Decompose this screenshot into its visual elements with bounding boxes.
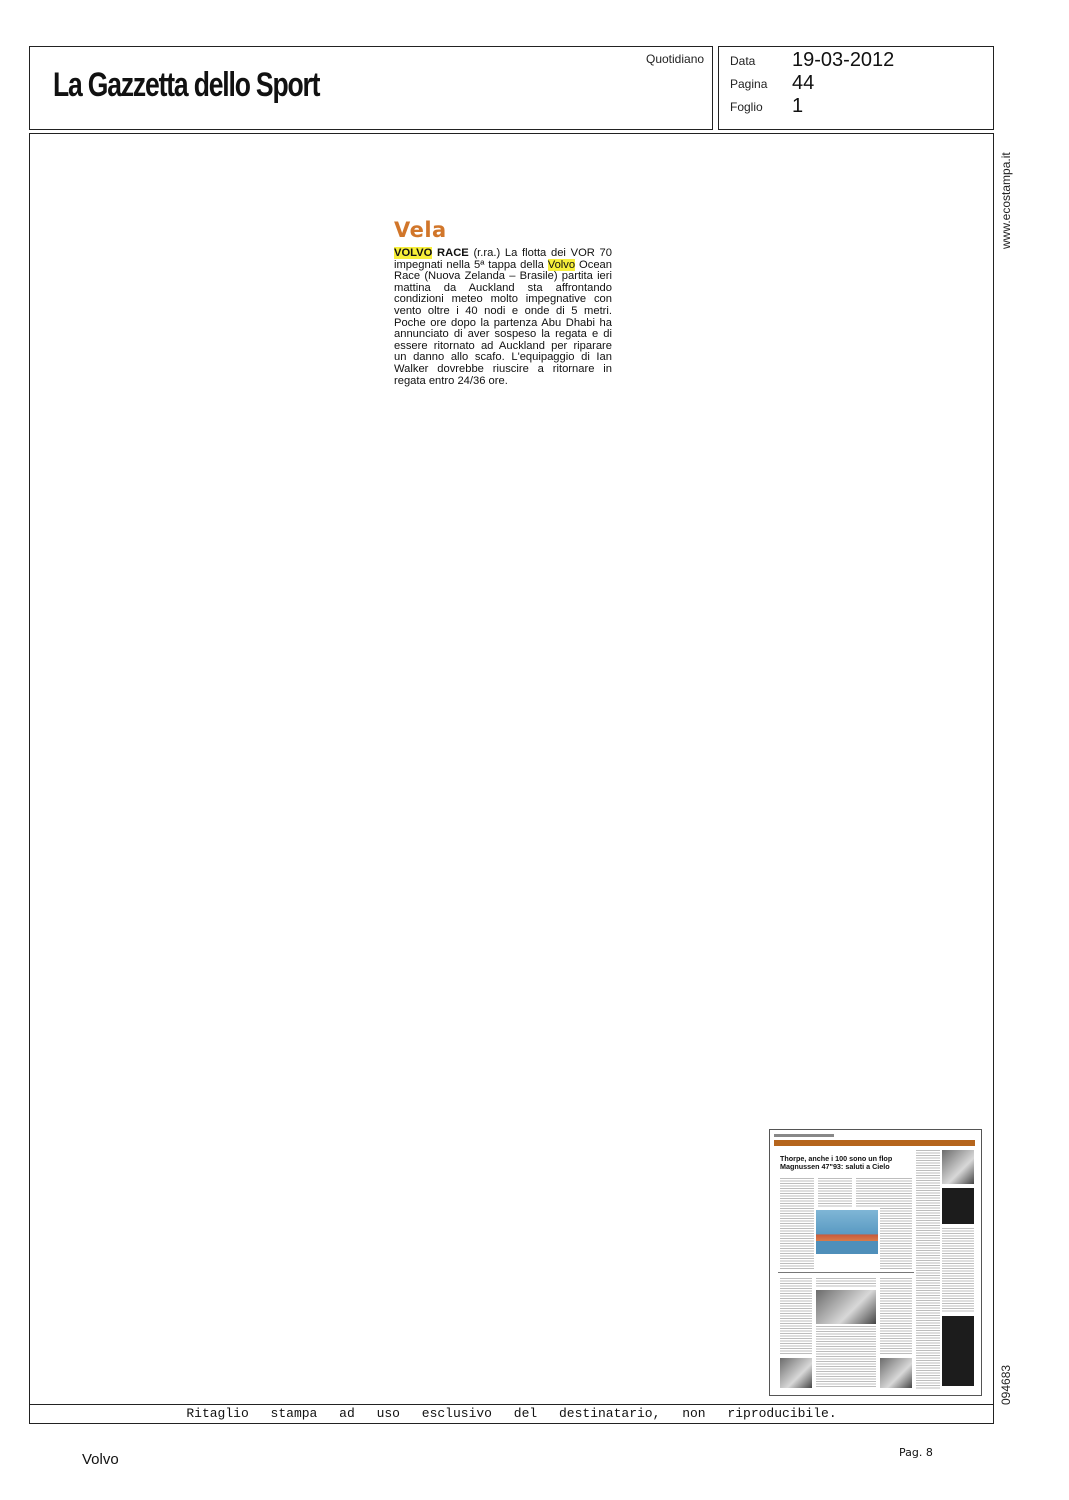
- disclaimer-text: Ritaglio stampa ad uso esclusivo del destinatario, non riproducibile.: [186, 1406, 837, 1421]
- thumb-divider: [778, 1272, 914, 1273]
- thumb-column: [780, 1178, 814, 1270]
- thumb-photo: [942, 1150, 974, 1184]
- thumb-column: [916, 1150, 940, 1390]
- thumb-dark-box: [942, 1188, 974, 1224]
- thumb-column: [818, 1178, 852, 1208]
- thumb-section-bar: [774, 1140, 975, 1146]
- thumb-column: [942, 1228, 974, 1312]
- article-lead: (r.ra.) La flotta dei VOR 70 impegnati nella 5ª tappa della: [394, 247, 612, 271]
- footer-page-number: Pag. 8: [899, 1446, 933, 1459]
- thumb-column: [880, 1178, 912, 1270]
- thumb-top-rule: [774, 1134, 834, 1137]
- thumb-photo: [880, 1358, 912, 1388]
- article-text: [394, 248, 612, 387]
- kicker-race: RACE: [432, 247, 469, 259]
- meta-value-data: 19-03-2012: [792, 49, 895, 71]
- document-code-vertical: 094683: [999, 1364, 1013, 1405]
- disclaimer-divider: [29, 1404, 994, 1405]
- meta-label-pagina: Pagina: [730, 77, 768, 91]
- meta-label-foglio: Foglio: [730, 100, 763, 114]
- thumb-swimmer-photo: [816, 1210, 878, 1254]
- thumb-headline: Thorpe, anche i 100 sono un flop Magnussen 47"93: saluti a Cielo: [780, 1154, 893, 1171]
- article-body: Ocean Race (Nuova Zelanda – Brasile) partita ieri mattina da Auckland sta affrontando condizioni meteo molto impegnative con vento oltre i 40 nodi e onde di 5 metri. Poche ore dopo la partenza Abu Dhabi ha annunciato di aver sospeso la regata e di essere ritornato ad Auckland per riparare un danno allo scafo. L'equipaggio di Ian Walker dovrebbe riuscire a ritornare in regata entro 24/36 ore.: [394, 258, 612, 387]
- thumb-horse-photo: [816, 1290, 876, 1324]
- thumb-column: [816, 1278, 876, 1288]
- highlight-volvo: Volvo: [547, 258, 576, 271]
- newspaper-masthead: La Gazzetta dello Sport: [53, 66, 320, 104]
- thumb-column: [780, 1278, 812, 1354]
- page-thumbnail: [769, 1129, 982, 1396]
- section-title: Vela: [394, 218, 447, 242]
- meta-label-data: Data: [730, 54, 756, 68]
- website-vertical-text: www.ecostampa.it: [999, 152, 1013, 249]
- thumb-column: [816, 1326, 876, 1388]
- footer-keyword: Volvo: [82, 1451, 119, 1468]
- meta-value-foglio: 1: [792, 95, 804, 117]
- frequency-label: Quotidiano: [646, 52, 705, 66]
- meta-value-pagina: 44: [792, 72, 815, 94]
- kicker-volvo: VOLVO: [394, 247, 433, 259]
- thumb-dark-box: [942, 1316, 974, 1386]
- thumb-column: [880, 1278, 912, 1354]
- thumb-photo: [780, 1358, 812, 1388]
